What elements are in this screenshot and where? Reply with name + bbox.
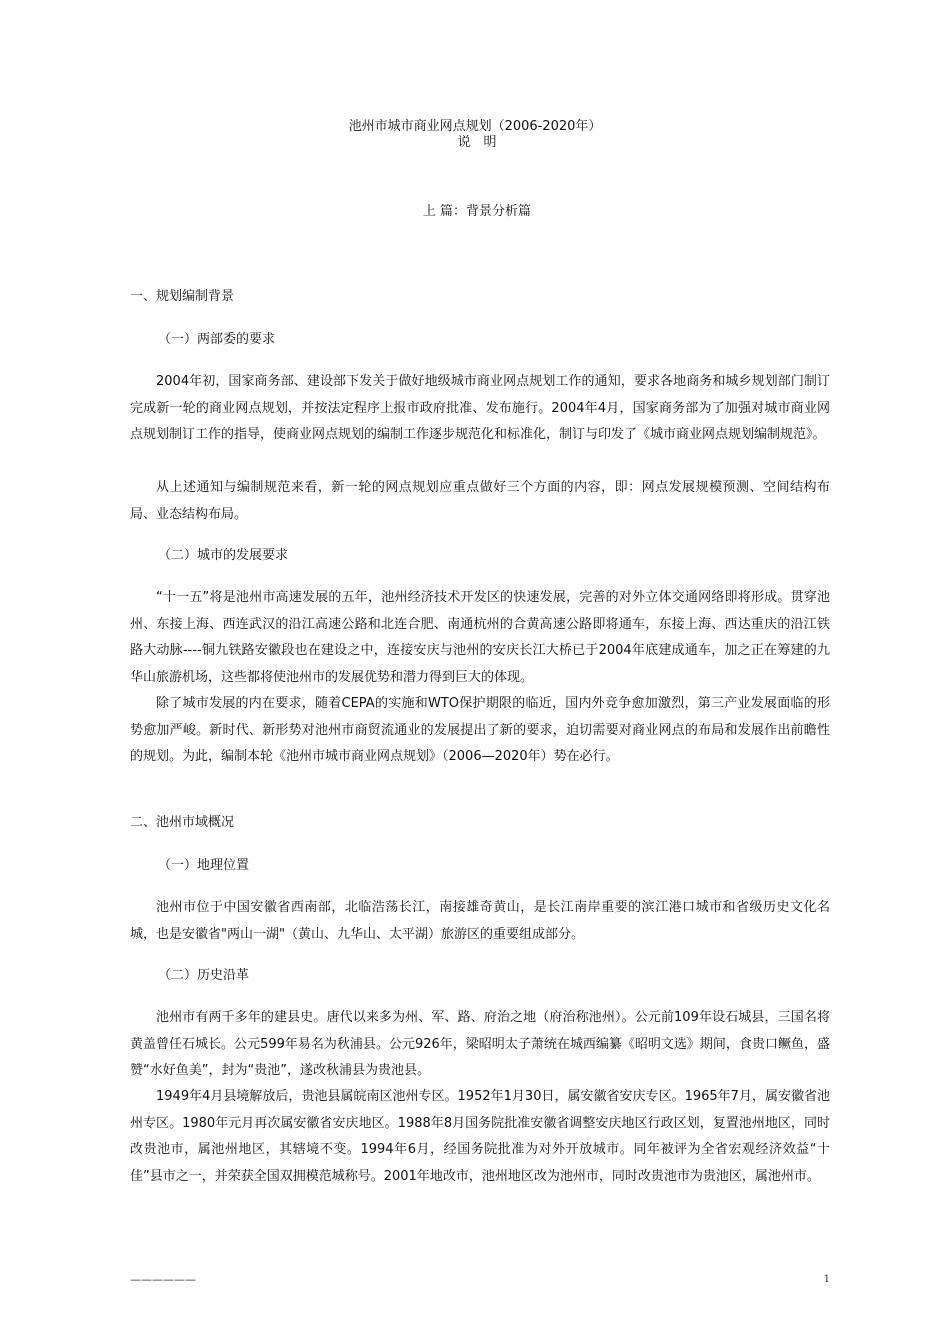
footer-rule: —————— [130, 1273, 196, 1286]
subsection-heading: （一）两部委的要求 [158, 332, 276, 347]
document-title: 池州市城市商业网点规划（2006-2020年） [348, 119, 602, 134]
paragraph: “十一五”将是池州市高速发展的五年，池州经济技术开发区的快速发展，完善的对外立体交通网络即将形成。贯穿池州、东接上海、西连武汉的沿江高速公路和北连合肥、南通杭州的合黄高速公路即将通车，东接上海、西达重庆的沿江铁路大动脉----铜九铁路安徽段也在建设之中，连接安庆与池州的安庆长江大桥已于2004年底建成通车，加之正在筹建的九华山旅游机场，这些都将使池州市的发展优势和潜力得到巨大的体现。 [130, 590, 830, 685]
document-subtitle: 说 明 [457, 135, 497, 150]
paragraph: 除了城市发展的内在要求，随着CEPA的实施和WTO保护期限的临近，国内外竞争愈加激烈，第三产业发展面临的形势愈加严峻。新时代、新形势对池州市商贸流通业的发展提出了新的要求，迫切需要对商业网点的布局和发展作出前瞻性的规划。为此，编制本轮《池州市城市商业网点规划》（2006—2020年）势在必行。 [130, 696, 830, 764]
subsection-heading: （二）历史沿革 [158, 968, 250, 983]
subsection-heading: （二）城市的发展要求 [158, 548, 289, 563]
paragraph: 2004年初，国家商务部、建设部下发关于做好地级城市商业网点规划工作的通知，要求各地商务和城乡规划部门制订完成新一轮的商业网点规划，并按法定程序上报市政府批准、发布施行。2004年4月，国家商务部为了加强对城市商业网点规划制订工作的指导，使商业网点规划的编制工作逐步规范化和标准化，制订与印发了《城市商业网点规划编制规范》。 [130, 374, 830, 442]
page-number: 1 [823, 1274, 830, 1285]
paragraph: 1949年4月县境解放后，贵池县属皖南区池州专区。1952年1月30日，属安徽省安庆专区。1965年7月，属安徽省池州专区。1980年元月再次属安徽省安庆地区。1988年8月国务院批准安徽省调整安庆地区行政区划，复置池州地区，同时改贵池市，属池州地区，其辖境不变。1994年6月，经国务院批准为对外开放城市。同年被评为全省宏观经济效益“十佳”县市之一，并荣获全国双拥模范城称号。2001年地改市，池州地区改为池州市，同时改贵池市为贵池区，属池州市。 [130, 1089, 830, 1184]
paragraph: 池州市有两千多年的建县史。唐代以来多为州、军、路、府治之地（府治称池州）。公元前109年设石城县，三国名将黄盖曾任石城长。公元599年易名为秋浦县。公元926年，梁昭明太子萧统在城西编纂《昭明文选》期间，食贵口鳜鱼，盛赞“水好鱼美”，封为“贵池”，遂改秋浦县为贵池县。 [130, 1010, 830, 1078]
paragraph: 池州市位于中国安徽省西南部，北临浩荡长江，南接雄奇黄山，是长江南岸重要的滨江港口城市和省级历史文化名城，也是安徽省"两山一湖"（黄山、九华山、太平湖）旅游区的重要组成部分。 [130, 900, 830, 942]
section-heading: 二、池州市域概况 [130, 815, 235, 830]
subsection-heading: （一）地理位置 [158, 858, 250, 873]
section-heading: 一、规划编制背景 [130, 289, 235, 304]
part-title: 上 篇：背景分析篇 [422, 204, 532, 219]
paragraph: 从上述通知与编制规范来看，新一轮的网点规划应重点做好三个方面的内容，即：网点发展规模预测、空间结构布局、业态结构布局。 [130, 480, 830, 522]
